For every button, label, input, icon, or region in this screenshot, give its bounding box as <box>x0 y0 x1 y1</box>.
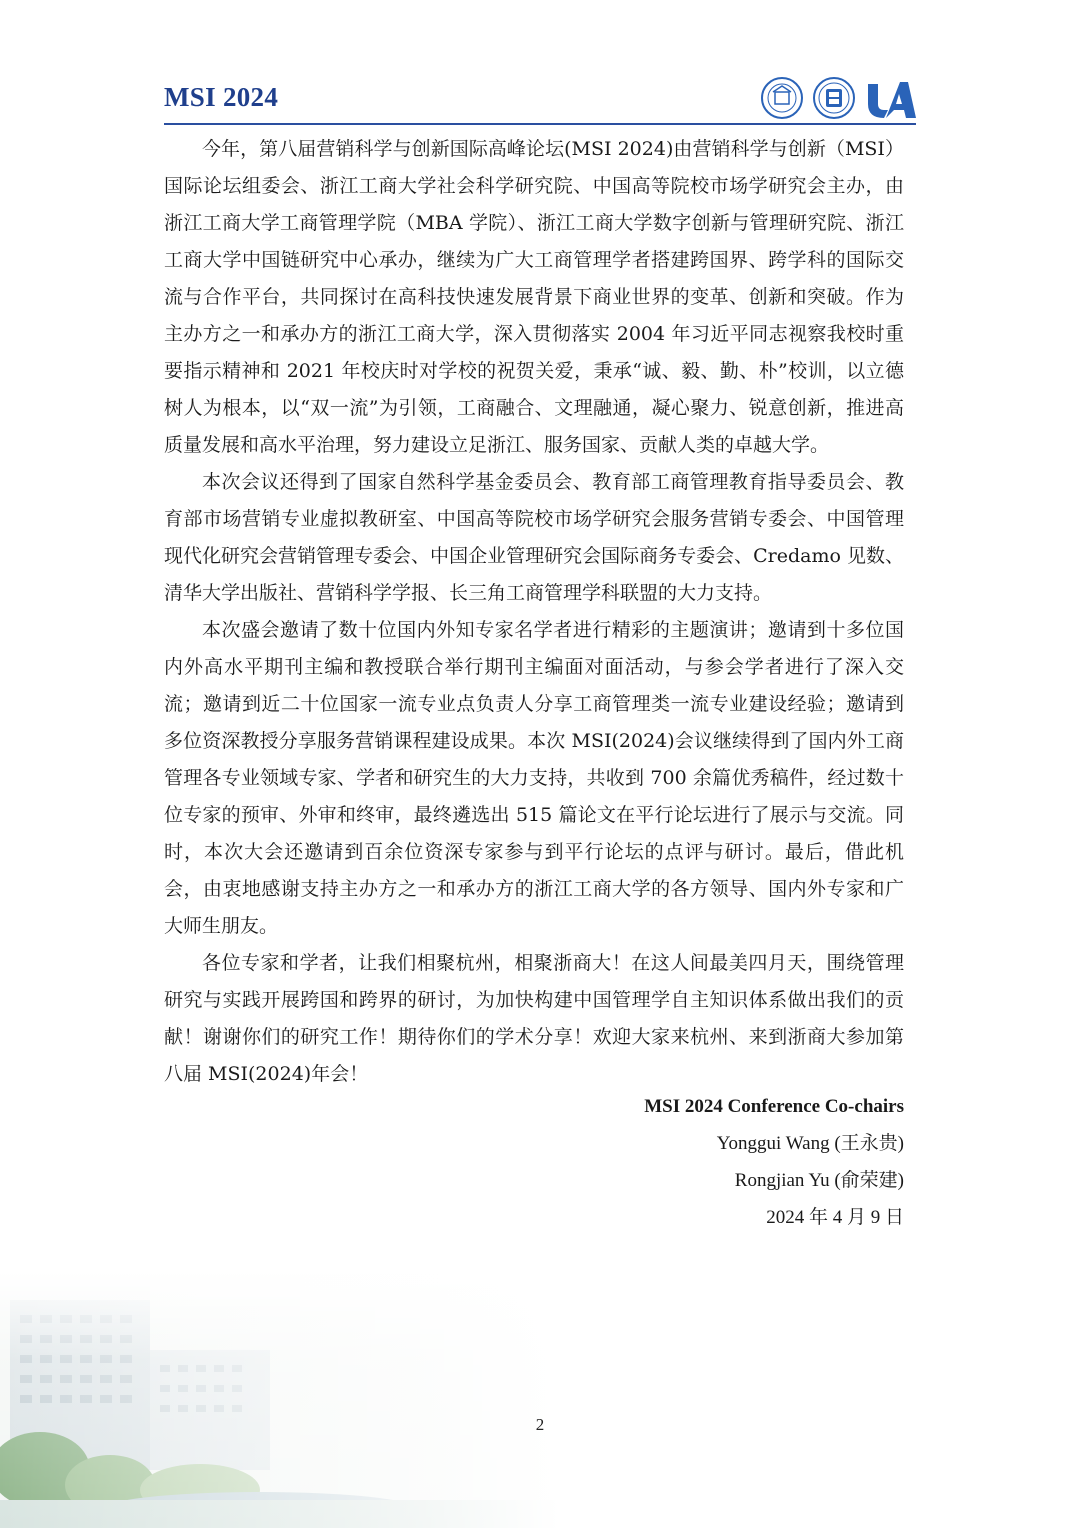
paragraph-1: 今年，第八届营销科学与创新国际高峰论坛(MSI 2024)由营销科学与创新（MSI）国际论坛组委会、浙江工商大学社会科学研究院、中国高等院校市场学研究会主办，由浙江工商大学工商管理学院（MBA 学院）、浙江工商大学数字创新与管理研究院、浙江工商大学中国链研究中心承办，继续为广大工商管理学者搭建跨国界、跨学科的国际交流与合作平台，共同探讨在高科技快速发展背景下商业世界的变革、创新和突破。作为主办方之一和承办方的浙江工商大学，深入贯彻落实 2004 年习近平同志视察我校时重要指示精神和 2021 年校庆时对学校的祝贺关爱，秉承“诚、毅、勤、朴”校训，以立德树人为根本，以“双一流”为引领，工商融合、文理融通，凝心聚力、锐意创新，推进高质量发展和高水平治理，努力建设立足浙江、服务国家、贡献人类的卓越大学。 <box>164 138 904 456</box>
paragraph-4: 各位专家和学者，让我们相聚杭州，相聚浙商大！在这人间最美四月天，围绕管理研究与实践开展跨国和跨界的研讨，为加快构建中国管理学自主知识体系做出我们的贡献！谢谢你们的研究工作！期待你们的学术分享！欢迎大家来杭州、来到浙商大参加第八届 MSI(2024)年会！ <box>164 952 904 1085</box>
school-emblem-icon <box>812 76 856 120</box>
campus-building-image <box>0 1270 560 1528</box>
chair-name-1: Yonggui Wang (王永贵) <box>716 1133 904 1154</box>
paragraph-3: 本次盛会邀请了数十位国内外知专家名学者进行精彩的主题演讲；邀请到十多位国内外高水平期刊主编和教授联合举行期刊主编面对面活动，与参会学者进行了深入交流；邀请到近二十位国家一流专业点负责人分享工商管理类一流专业建设经验；邀请到多位资深教授分享服务营销课程建设成果。本次 MSI(2024)会议继续得到了国内外工商管理各专业领域专家、学者和研究生的大力支持，共收到 700 余篇优秀稿件，经过数十位专家的预审、外审和终审，最终遴选出 515 篇论文在平行论坛进行了展示与交流。同时，本次大会还邀请到百余位资深专家参与到平行论坛的点评与研讨。最后，借此机会，由衷地感谢支持主办方之一和承办方的浙江工商大学的各方领导、国内外专家和广大师生朋友。 <box>164 619 904 937</box>
university-seal-icon <box>760 76 804 120</box>
paragraph-2: 本次会议还得到了国家自然科学基金委员会、教育部工商管理教育指导委员会、教育部市场营销专业虚拟教研室、中国高等院校市场学研究会服务营销专委会、中国管理现代化研究会营销管理专委会、中国企业管理研究会国际商务专委会、Credamo 见数、清华大学出版社、营销科学学报、长三角工商管理学科联盟的大力支持。 <box>164 471 904 604</box>
page-number: 2 <box>535 1415 545 1434</box>
header-logos <box>760 76 920 120</box>
chair-name-2: Rongjian Yu (俞荣建) <box>734 1170 904 1191</box>
letter-body <box>164 131 904 1093</box>
letter-date: 2024 年 4 月 9 日 <box>766 1207 904 1228</box>
co-chairs-title: MSI 2024 Conference Co-chairs <box>644 1096 904 1117</box>
signoff-block <box>540 1088 904 1236</box>
ua-logo-icon <box>864 76 918 120</box>
header-divider <box>164 123 916 125</box>
document-header-title: MSI 2024 <box>164 82 279 112</box>
